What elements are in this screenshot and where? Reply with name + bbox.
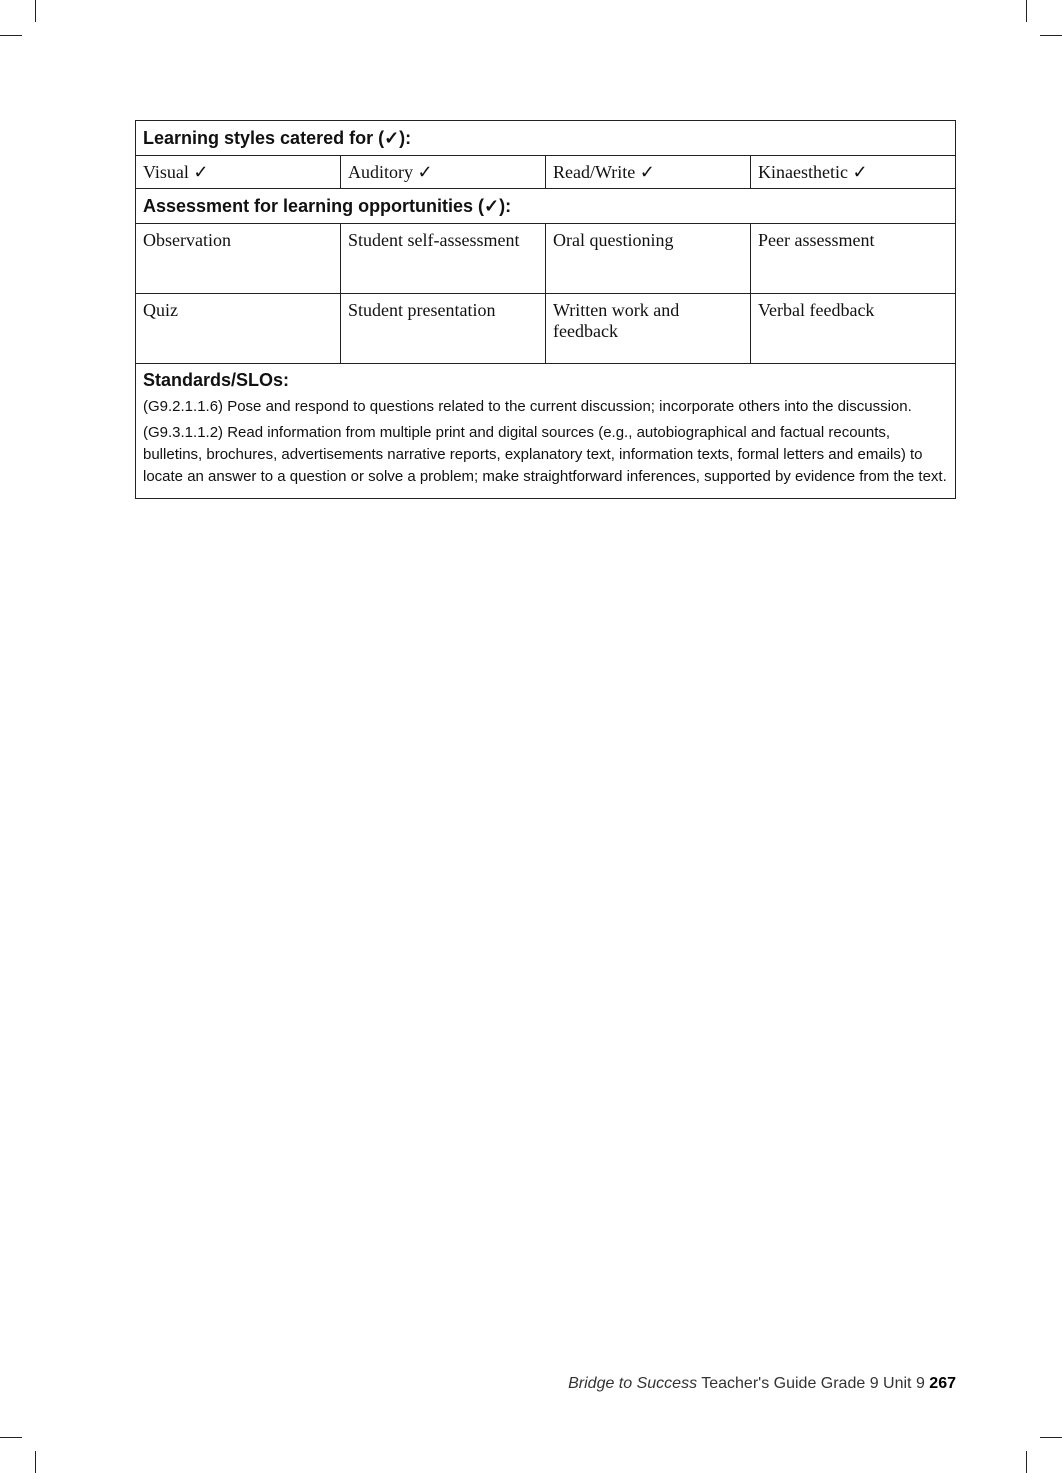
assessment-heading: Assessment for learning opportunities (✓): xyxy=(136,189,956,224)
crop-mark xyxy=(0,1437,22,1438)
learning-style-auditory: Auditory ✓ xyxy=(341,156,546,189)
learning-style-visual: Visual ✓ xyxy=(136,156,341,189)
assessment-cell: Verbal feedback xyxy=(751,294,956,364)
standard-item: (G9.2.1.1.6) Pose and respond to questions related to the current discussion; incorporate others into the discussion. xyxy=(143,398,912,415)
assessment-cell: Written work and feedback xyxy=(546,294,751,364)
crop-mark xyxy=(1040,35,1062,36)
crop-mark xyxy=(1040,1437,1062,1438)
page-number: 267 xyxy=(929,1375,956,1392)
standards-heading: Standards/SLOs: xyxy=(143,370,290,390)
assessment-cell: Peer assessment xyxy=(751,224,956,294)
learning-styles-heading: Learning styles catered for (✓): xyxy=(136,121,956,156)
learning-style-kinaesthetic: Kinaesthetic ✓ xyxy=(751,156,956,189)
book-title: Bridge to Success xyxy=(568,1375,698,1392)
crop-mark xyxy=(1026,1451,1027,1473)
footer-subtitle: Teacher's Guide Grade 9 Unit 9 xyxy=(701,1375,925,1392)
crop-mark xyxy=(1026,0,1027,22)
lesson-info-table xyxy=(135,120,956,499)
crop-mark xyxy=(0,35,22,36)
learning-style-read-write: Read/Write ✓ xyxy=(546,156,751,189)
assessment-cell: Observation xyxy=(136,224,341,294)
assessment-cell: Quiz xyxy=(136,294,341,364)
assessment-cell: Student presentation xyxy=(341,294,546,364)
page-footer xyxy=(568,1375,956,1393)
assessment-cell: Oral questioning xyxy=(546,224,751,294)
standard-item: (G9.3.1.1.2) Read information from multiple print and digital sources (e.g., autobiographical and factual recounts, bulletins, brochures, advertisements narrative reports, explanatory text, information texts, formal letters and emails) to locate an answer to a question or solve a problem; make straightforward inferences, supported by evidence from the text. xyxy=(143,424,947,485)
assessment-cell: Student self-assessment xyxy=(341,224,546,294)
standards-section xyxy=(136,364,956,499)
crop-mark xyxy=(35,1451,36,1473)
crop-mark xyxy=(35,0,36,22)
